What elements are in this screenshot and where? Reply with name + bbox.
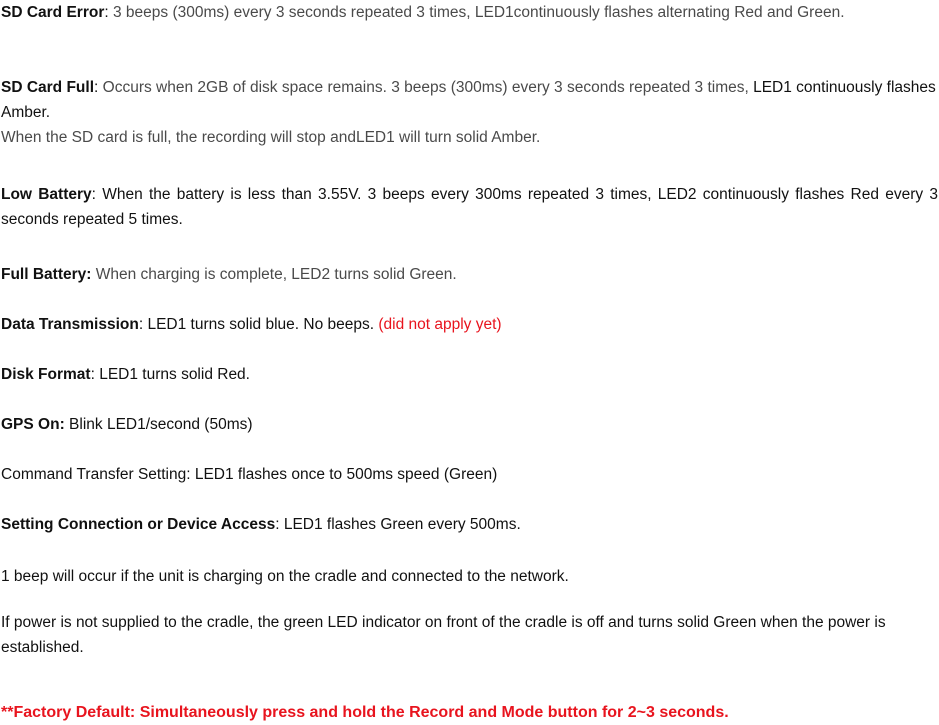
data-transmission-label: Data Transmission: [1, 316, 139, 333]
data-transmission-note: (did not apply yet): [374, 316, 502, 333]
sd-card-error-separator: :: [104, 4, 113, 21]
power-note-text: If power is not supplied to the cradle, the green LED indicator on front of the cradle is off and turns solid Green when the power is established.: [1, 614, 886, 656]
factory-default-paragraph: [1, 700, 938, 725]
low-battery-paragraph: [1, 182, 938, 232]
beep-note-paragraph: [1, 564, 938, 589]
sd-card-error-text-a: 3 beeps (300ms) every 3 seconds repeated 3 times,: [113, 4, 475, 21]
gps-on-paragraph: [1, 412, 938, 437]
command-transfer-text: Command Transfer Setting: LED1 flashes once to 500ms speed (Green): [1, 466, 498, 483]
low-battery-label: Low Battery: [1, 186, 92, 203]
data-transmission-paragraph: [1, 312, 938, 337]
beep-note-text: 1 beep will occur if the unit is charging on the cradle and connected to the network.: [1, 568, 569, 585]
power-note-paragraph: [1, 610, 938, 660]
data-transmission-separator: :: [138, 316, 148, 333]
full-battery-text: When charging is complete, LED2 turns solid Green.: [91, 266, 457, 283]
setting-connection-text: LED1 flashes Green every 500ms.: [283, 516, 521, 533]
gps-on-text: Blink LED1/second (50ms): [64, 416, 253, 433]
sd-card-full-text-a: Occurs when 2GB of disk space remains. 3 beeps (300ms) every 3 seconds repeated 3 times,: [102, 79, 754, 96]
setting-connection-paragraph: [1, 512, 938, 537]
data-transmission-text: LED1 turns solid blue. No beeps.: [147, 316, 375, 333]
sd-card-error-paragraph: [1, 0, 938, 25]
factory-default-text: **Factory Default: Simultaneously press and hold the Record and Mode button for 2~3 seconds.: [1, 704, 729, 721]
disk-format-label: Disk Format: [1, 366, 91, 383]
sd-card-full-paragraph: [1, 75, 938, 150]
sd-card-error-text-b: LED1continuously flashes alternating Red and Green.: [474, 4, 845, 21]
sd-card-full-separator: :: [94, 79, 103, 96]
full-battery-paragraph: [1, 262, 938, 287]
gps-on-label: GPS On:: [1, 416, 65, 433]
sd-card-error-label: SD Card Error: [1, 4, 105, 21]
sd-card-full-label: SD Card Full: [1, 79, 95, 96]
disk-format-separator: :: [90, 366, 100, 383]
disk-format-paragraph: [1, 362, 938, 387]
command-transfer-paragraph: [1, 462, 938, 487]
full-battery-label: Full Battery:: [1, 266, 92, 283]
low-battery-separator: :: [91, 186, 103, 203]
low-battery-text: When the battery is less than 3.55V. 3 beeps every 300ms repeated 3 times, LED2 continuously flashes Red every 3 seconds repeated 5 times.: [1, 186, 938, 228]
disk-format-text: LED1 turns solid Red.: [99, 366, 250, 383]
setting-connection-label: Setting Connection or Device Access: [1, 516, 276, 533]
setting-connection-separator: :: [275, 516, 284, 533]
sd-card-full-text-b: LED1 continuously flashes Amber.: [1, 79, 936, 121]
sd-card-full-line2: When the SD card is full, the recording will stop andLED1 will turn solid Amber.: [1, 129, 541, 146]
